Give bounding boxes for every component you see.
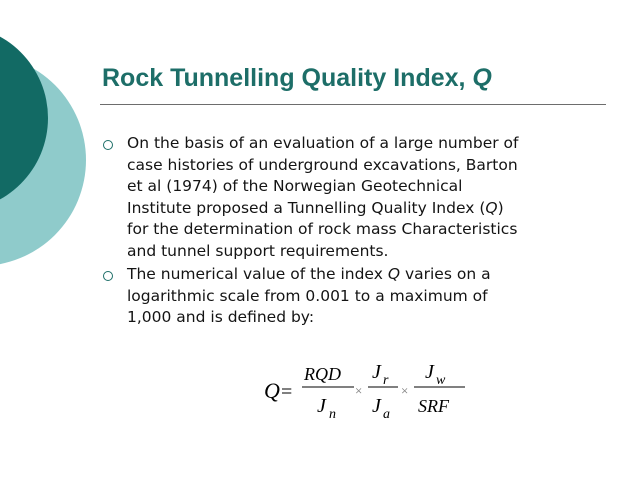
bullet-item-1: [100, 133, 610, 262]
bullet-line: [127, 176, 610, 198]
text-run: for the determination of rock mass Characteristics: [127, 220, 518, 238]
bullet-line: [127, 133, 610, 155]
bullet-line: [127, 198, 610, 220]
text-run: and tunnel support requirements.: [127, 241, 389, 260]
bullet-line: [127, 307, 610, 329]
bullet-text-2: [127, 264, 610, 329]
q-formula: [262, 356, 472, 428]
text-run: varies on a: [400, 265, 491, 283]
times-sign-1: ×: [355, 383, 363, 398]
title-divider: [100, 104, 606, 105]
text-run: The numerical value of the index: [127, 265, 388, 283]
formula-q: Q: [264, 378, 280, 403]
bullet-line: [127, 155, 610, 177]
formula-jn-sub: n: [329, 407, 336, 422]
formula-equals: =: [281, 381, 293, 403]
bullet-line: [127, 241, 610, 263]
bullet-line: [127, 219, 610, 241]
q-symbol: Q: [387, 265, 401, 283]
bullet-text-1: [127, 133, 610, 262]
text-run: et al (1974) of the Norwegian Geotechnical: [127, 177, 463, 195]
bullet-line: [127, 264, 610, 286]
formula-ja-base: J: [372, 395, 381, 417]
formula-ja-sub: a: [383, 407, 390, 422]
slide-title: [102, 64, 492, 93]
times-sign-2: ×: [401, 383, 409, 398]
text-run: Institute proposed a Tunnelling Quality Index (: [127, 198, 486, 217]
bullet-item-2: [100, 264, 610, 329]
text-run: ): [497, 198, 504, 217]
formula-jw-base: J: [425, 361, 434, 383]
text-run: logarithmic scale from 0.001 to a maximum of: [127, 286, 488, 305]
text-run: 1,000 and is defined by:: [127, 308, 315, 326]
text-run: case histories of underground excavations, Barton: [127, 155, 518, 174]
formula-jn-base: J: [317, 395, 326, 417]
formula-rqd: RQD: [304, 364, 341, 384]
bullet-marker-icon: [103, 271, 113, 281]
bullet-marker-icon: [103, 140, 113, 150]
formula-srf: SRF: [418, 396, 449, 416]
formula-jw-sub: w: [436, 373, 446, 388]
bullet-list: [100, 133, 610, 331]
formula-jr-base: J: [372, 361, 381, 383]
slide-title-text: Rock Tunnelling Quality Index,: [102, 64, 473, 92]
q-symbol: Q: [485, 198, 498, 217]
bullet-line: [127, 286, 610, 308]
text-run: On the basis of an evaluation of a large number of: [127, 134, 519, 152]
formula-jr-sub: r: [383, 373, 389, 388]
slide-title-symbol: Q: [472, 64, 492, 92]
